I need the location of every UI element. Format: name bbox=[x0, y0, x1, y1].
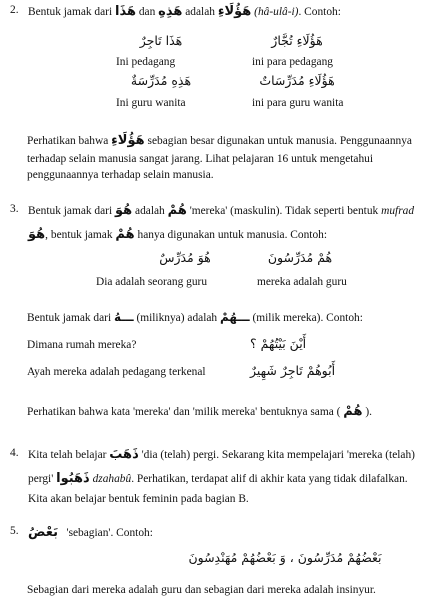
section-3-line-2 bbox=[28, 226, 327, 243]
section-2-note bbox=[27, 132, 435, 183]
arabic-word: بَعْضُ bbox=[28, 525, 58, 540]
section-3-note bbox=[27, 403, 372, 420]
arabic-word: هَذَا bbox=[115, 4, 136, 19]
arabic-word: هُوَ bbox=[28, 227, 46, 242]
text: Bentuk jamak dari bbox=[28, 6, 113, 18]
text: . Perhatikan, terdapat alif di akhir kata yang tidak dilafalkan. bbox=[131, 473, 408, 485]
example-arabic-right: هُمْ مُدَرِّسُونَ bbox=[267, 250, 333, 265]
arabic-word: هُمْ bbox=[343, 404, 363, 419]
transliteration: dzahabû bbox=[92, 473, 132, 485]
example-translation-left: Dia adalah seorang guru bbox=[96, 276, 208, 288]
example-translation-left: Ini guru wanita bbox=[116, 97, 186, 109]
arabic-word: هَؤُلَاءِ bbox=[217, 4, 252, 19]
text: hanya digunakan untuk manusia. Contoh: bbox=[137, 229, 327, 241]
text: ). bbox=[365, 406, 373, 418]
example-translation: Sebagian dari mereka adalah guru dan sebagian dari mereka adalah insinyur. bbox=[27, 584, 376, 596]
text: Kita telah belajar bbox=[28, 449, 107, 461]
arabic-word: هَؤُلَاءِ bbox=[111, 133, 145, 148]
text: , bentuk jamak bbox=[45, 229, 113, 241]
example-sentence-translation: Ayah mereka adalah pedagang terkenal bbox=[27, 366, 206, 378]
text: adalah bbox=[135, 205, 165, 217]
text: 'sebagian'. Contoh: bbox=[66, 527, 153, 539]
text: Bentuk jamak dari bbox=[28, 205, 113, 217]
example-arabic-left: هَذَا تَاجِرٌ bbox=[139, 33, 183, 48]
example-translation-right: ini para guru wanita bbox=[252, 97, 344, 109]
section-3-line-1 bbox=[28, 202, 414, 219]
section-4-line-2 bbox=[28, 470, 408, 487]
section-number: 2. bbox=[10, 4, 19, 16]
text: 'dia (telah) pergi. Sekarang kita mempelajari 'mereka (telah) bbox=[141, 449, 415, 461]
section-number: 5. bbox=[10, 525, 19, 537]
arabic-word: ذَهَبَ bbox=[109, 447, 139, 462]
section-number: 3. bbox=[10, 203, 19, 215]
text: adalah bbox=[185, 6, 215, 18]
text: 'mereka' (maskulin). Tidak seperti bentuk bbox=[189, 205, 379, 217]
example-arabic-left: هَذِهِ مُدَرِّسَةٌ bbox=[130, 73, 192, 88]
text: . Contoh: bbox=[298, 6, 341, 18]
section-4-line-3: Kita akan belajar bentuk feminin pada bagian B. bbox=[28, 493, 249, 505]
example-arabic-left: هُوَ مُدَرِّسٌ bbox=[159, 250, 211, 265]
note-line-3: penggunaannya terhadap selain manusia. bbox=[27, 168, 214, 181]
arabic-word: هُوَ bbox=[115, 203, 133, 218]
text: Perhatikan bahwa kata 'mereka' dan 'milik mereka' bentuknya sama ( bbox=[27, 406, 341, 418]
arabic-word: هَذِهِ bbox=[158, 4, 183, 19]
text: Perhatikan bahwa bbox=[27, 135, 109, 147]
section-2-line-1 bbox=[28, 3, 341, 20]
section-5-line-1 bbox=[28, 524, 153, 541]
italic-term: mufrad bbox=[381, 205, 415, 217]
example-question-arabic: أَيْنَ بَيْتُهُمْ ؟ bbox=[250, 336, 307, 351]
example-arabic-right: هَؤُلَاءِ تُجَّارٌ bbox=[271, 33, 323, 48]
example-translation-right: ini para pedagang bbox=[252, 56, 333, 68]
note-line-2: terhadap selain manusia sangat jarang. Lihat pelajaran 16 untuk mengetahui bbox=[27, 153, 374, 166]
arabic-suffix: ـــهُ bbox=[114, 310, 134, 324]
example-translation-right: mereka adalah guru bbox=[257, 276, 347, 288]
text: sebagian besar digunakan untuk manusia. Penggunaannya bbox=[147, 135, 412, 147]
text: dan bbox=[138, 6, 156, 18]
example-question-translation: Dimana rumah mereka? bbox=[27, 339, 137, 351]
arabic-word: هُمْ bbox=[115, 227, 135, 242]
text: (miliknya) adalah bbox=[136, 312, 218, 324]
arabic-word: ذَهَبُوا bbox=[56, 471, 90, 486]
possessive-line bbox=[27, 309, 363, 326]
note-line-1 bbox=[27, 132, 435, 149]
section-number: 4. bbox=[10, 447, 19, 459]
text: pergi' bbox=[28, 473, 54, 485]
example-arabic-right: هَؤُلَاءِ مُدَرِّسَاتٌ bbox=[259, 73, 335, 88]
example-sentence-arabic: أَبُوهُمْ تَاجِرٌ شَهِيرٌ bbox=[250, 363, 336, 378]
text: (milik mereka). Contoh: bbox=[252, 312, 363, 324]
text: Bentuk jamak dari bbox=[27, 312, 112, 324]
transliteration: (hâ-ulâ-i) bbox=[254, 6, 299, 18]
example-translation-left: Ini pedagang bbox=[116, 56, 176, 68]
arabic-suffix: ـــهُمْ bbox=[219, 310, 250, 324]
section-4-line-1 bbox=[28, 446, 415, 463]
example-arabic-sentence: بَعْضُهُمْ مُدَرِّسُونَ ، وَ بَعْضُهُمْ مُهَنْدِسُونَ bbox=[188, 550, 382, 565]
arabic-word: هُمْ bbox=[167, 203, 187, 218]
